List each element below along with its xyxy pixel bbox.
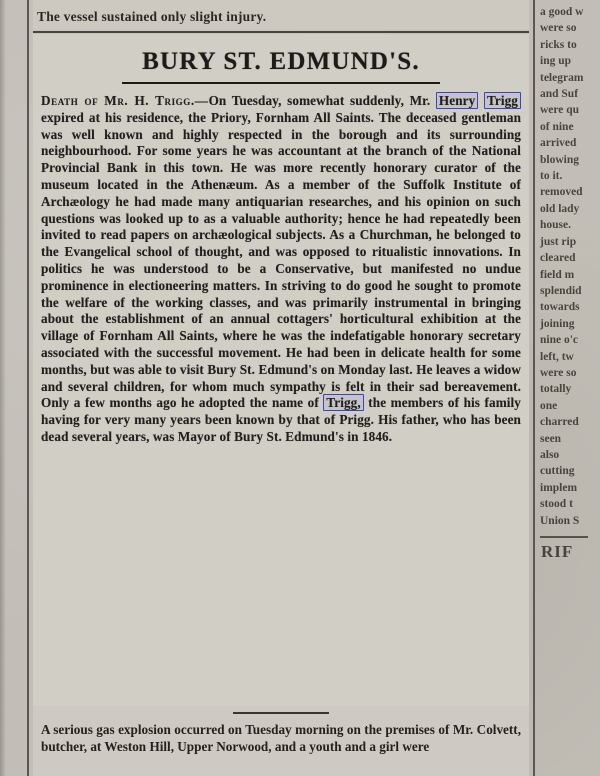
article-headline: BURY ST. EDMUND'S. bbox=[142, 48, 420, 75]
article-text-part-1: On Tuesday, somewhat suddenly, Mr. bbox=[208, 93, 436, 108]
article-text bbox=[33, 93, 529, 446]
article-text-part-4: the members of his family having for very many years been known by that of Prigg. His father, who has been dead several years, was Mayor of Bury St. Edmund's in 1846. bbox=[41, 395, 522, 444]
left-column-line bbox=[0, 613, 26, 629]
right-column-line: cleared bbox=[540, 252, 576, 265]
left-column-line bbox=[0, 186, 26, 202]
right-column-line: to it. bbox=[540, 170, 563, 183]
left-column-line bbox=[0, 465, 26, 481]
left-column-line bbox=[0, 564, 26, 580]
left-column-line bbox=[0, 88, 26, 104]
right-column-line: field m bbox=[540, 268, 575, 281]
left-column-line bbox=[0, 367, 26, 383]
left-column-line bbox=[0, 400, 26, 416]
right-column-line: Union S bbox=[540, 514, 580, 527]
left-column-line bbox=[0, 318, 26, 334]
left-column-line bbox=[0, 252, 26, 268]
next-article-text: A serious gas explosion occurred on Tuesday morning on the premises of Mr. Colvett, butcher, at Weston Hill, Upper Norwood, and a youth and a girl were bbox=[41, 722, 521, 754]
left-column-line bbox=[0, 433, 26, 449]
right-column-rule bbox=[533, 0, 535, 776]
left-column-line bbox=[0, 679, 26, 695]
left-column-line bbox=[0, 170, 26, 186]
right-column-line: seen bbox=[540, 432, 562, 445]
right-column-line: joining bbox=[540, 317, 575, 330]
left-column-line bbox=[0, 629, 26, 645]
previous-article-line: The vessel sustained only slight injury. bbox=[37, 9, 267, 24]
left-column-line bbox=[0, 416, 26, 432]
right-column-line: were qu bbox=[540, 104, 580, 117]
right-column-line: stood t bbox=[540, 498, 573, 511]
highlight-trigg-1[interactable]: Trigg bbox=[484, 92, 521, 109]
highlight-henry[interactable]: Henry bbox=[436, 92, 478, 109]
left-column-line bbox=[0, 39, 26, 55]
right-column-heading: RIF bbox=[541, 542, 574, 561]
right-column-line: blowing bbox=[540, 153, 579, 166]
left-column-line bbox=[0, 22, 26, 38]
right-column-line: and Suf bbox=[540, 88, 579, 101]
left-column-line bbox=[0, 72, 26, 88]
right-column-lines bbox=[537, 4, 600, 529]
left-column-line bbox=[0, 531, 26, 547]
left-column-line bbox=[0, 6, 26, 22]
right-column-line: implem bbox=[540, 481, 578, 494]
article-lead-in: Death of Mr. H. Trigg.— bbox=[41, 93, 209, 108]
left-column-line bbox=[0, 154, 26, 170]
right-column-line: house. bbox=[540, 219, 571, 232]
right-column-line: left, tw bbox=[540, 350, 574, 363]
left-column-line bbox=[0, 137, 26, 153]
right-column-line: nine o'c bbox=[540, 334, 579, 347]
next-article-block bbox=[33, 706, 529, 776]
right-column-line: also bbox=[540, 448, 560, 461]
left-column-line bbox=[0, 301, 26, 317]
left-column-rule bbox=[27, 0, 29, 776]
article-text-part-3: expired at his residence, the Priory, Fornham All Saints. The deceased gentleman was well known and highly respected in the borough and its surrounding neighbourhood. For some years he was accountant at the branch of the National Provincial Bank in this town. He was more recently honorary curator of the museum located in the Athenæum. As a member of the Suffolk Institute of Archæology he had made many antiquarian researches, and his opinion on such questions was looked up to as a valuable authority; hence he had repeatedly been invited to read papers on archæological subjects. As a Churchman, he belonged to the Evangelical school of thought, and was opposed to ritualistic innovations. In politics he was understood to be a Conservative, but manifested no undue prominence in electioneering matters. In striving to do good he sought to promote the welfare of the working classes, and was primarily instrumental in bringing about the establishment of an annual cottagers' horticultural exhibition at the village of Fornham All Saints, where he was the indefatigable honorary secretary associated with the successful movement. He had been in delicate health for some months, but was able to visit Bury St. Edmund's on Monday last. He leaves a widow and several children, for whom much sympathy is felt in their sad bereavement. Only a few months ago he adopted the name of bbox=[41, 109, 521, 411]
left-column-line bbox=[0, 515, 26, 531]
headline-underline bbox=[122, 82, 440, 84]
right-column-rule-mark bbox=[540, 536, 588, 538]
right-column-line: telegram bbox=[540, 71, 584, 84]
left-column-line bbox=[0, 383, 26, 399]
right-column-line: arrived bbox=[540, 137, 577, 150]
left-column-line bbox=[0, 597, 26, 613]
right-column-line: charred bbox=[540, 416, 579, 429]
left-column-line bbox=[0, 269, 26, 285]
right-column-line: one bbox=[540, 399, 558, 412]
left-column-line bbox=[0, 449, 26, 465]
right-column-line: just rip bbox=[540, 235, 577, 248]
left-column-line bbox=[0, 351, 26, 367]
right-column-line: splendid bbox=[540, 284, 582, 297]
right-column-line: a good w bbox=[540, 6, 584, 18]
left-column-line bbox=[0, 662, 26, 678]
left-column-line bbox=[0, 121, 26, 137]
right-column-line: removed bbox=[540, 186, 583, 199]
left-column-line bbox=[0, 219, 26, 235]
left-column-fragment bbox=[0, 0, 26, 776]
article-body bbox=[33, 34, 529, 706]
right-column-line: were so bbox=[540, 366, 577, 379]
right-column-line: ricks to bbox=[540, 38, 577, 51]
article-separator-rule bbox=[233, 712, 329, 714]
right-column-line: were so bbox=[540, 22, 577, 35]
left-column-line bbox=[0, 482, 26, 498]
right-column-line: cutting bbox=[540, 465, 575, 478]
left-column-line bbox=[0, 646, 26, 662]
right-column-line: of nine bbox=[540, 120, 574, 133]
left-column-line bbox=[0, 285, 26, 301]
previous-article-tail bbox=[33, 0, 529, 30]
left-column-line bbox=[0, 236, 26, 252]
left-column-line bbox=[0, 580, 26, 596]
left-column-line bbox=[0, 334, 26, 350]
left-column-line bbox=[0, 104, 26, 120]
left-column-line bbox=[0, 498, 26, 514]
right-column-line: old lady bbox=[540, 202, 580, 215]
left-column-line bbox=[0, 547, 26, 563]
right-column-line: towards bbox=[540, 301, 580, 314]
left-column-line bbox=[0, 55, 26, 71]
highlight-trigg-2[interactable]: Trigg, bbox=[323, 394, 363, 411]
section-divider-rule bbox=[33, 31, 529, 33]
right-column-fragment bbox=[537, 0, 600, 776]
right-column-line: totally bbox=[540, 383, 572, 396]
right-column-line: ing up bbox=[540, 55, 572, 68]
left-column-line bbox=[0, 203, 26, 219]
